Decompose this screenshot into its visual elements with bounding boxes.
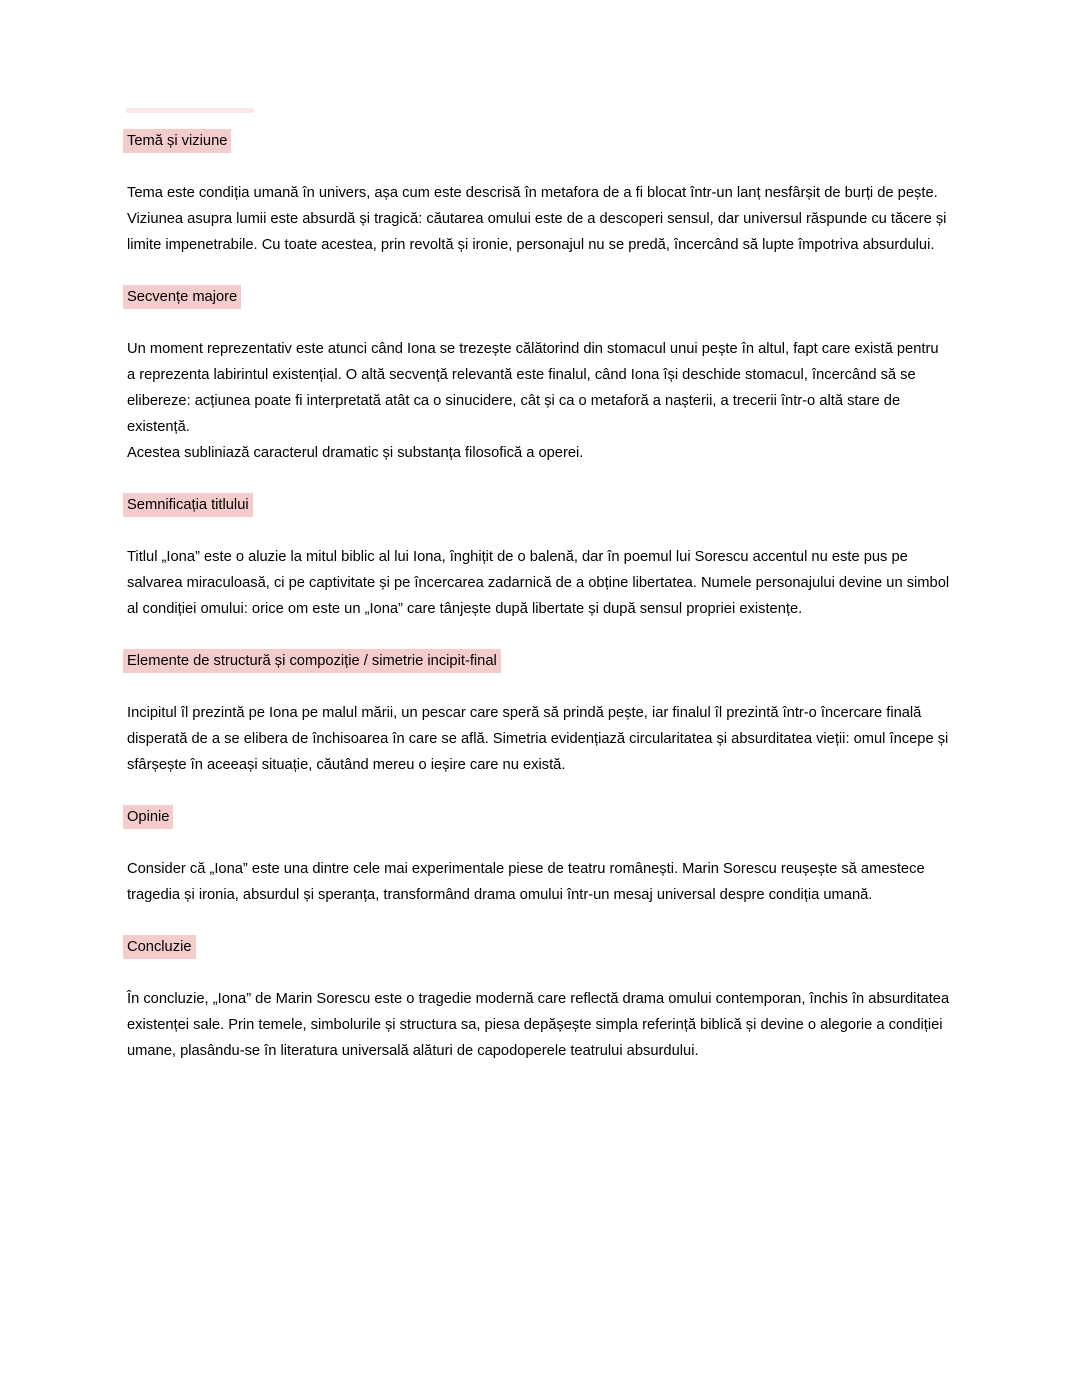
section-heading xyxy=(127,128,950,154)
section-opinie xyxy=(127,804,950,908)
section-heading xyxy=(127,934,950,960)
section-heading xyxy=(127,492,950,518)
section-heading xyxy=(127,284,950,310)
cropped-highlight-remnant xyxy=(126,108,254,113)
section-paragraph: Acestea subliniază caracterul dramatic și substanța filosofică a operei. xyxy=(127,445,584,461)
section-paragraph: În concluzie, „Iona” de Marin Sorescu este o tragedie modernă care reflectă drama omului contemporan, închis în absurditatea existenței sale. Prin temele, simbolurile și structura sa, piesa depășește simpla referință biblică și devine o alegorie a condiției umane, plasându-se în literatura universală alături de capodoperele teatrului absurdului. xyxy=(127,991,950,1059)
document-content xyxy=(127,128,950,1090)
section-heading xyxy=(127,804,950,830)
section-elemente-de-structura xyxy=(127,648,950,778)
section-tema-si-viziune xyxy=(127,128,950,258)
section-paragraph: Un moment reprezentativ este atunci când Iona se trezește călătorind din stomacul unui pește în altul, fapt care există pentru a reprezenta labirintul existențial. O altă secvență relevantă este finalul, când Iona își deschide stomacul, încercând să se elibereze: acțiunea poate fi interpretată atât ca o sinucidere, cât și ca o metaforă a nașterii, a trecerii într-o altă stare de existență. xyxy=(127,341,939,435)
highlighted-heading: Semnificația titlului xyxy=(123,493,253,517)
section-paragraph: Consider că „Iona” este una dintre cele mai experimentale piese de teatru românești. Marin Sorescu reușește să amestece tragedia și ironia, absurdul și speranța, transformând drama omului într-un mesaj universal despre condiția umană. xyxy=(127,861,925,903)
highlighted-heading: Secvențe majore xyxy=(123,285,241,309)
section-concluzie xyxy=(127,934,950,1064)
section-paragraph: Titlul „Iona” este o aluzie la mitul biblic al lui Iona, înghițit de o balenă, dar în poemul lui Sorescu accentul nu este pus pe salvarea miraculoasă, ci pe captivitate și pe încercarea zadarnică de a obține libertatea. Numele personajului devine un simbol al condiției omului: orice om este un „Iona” care tânjește după libertate și după sensul propriei existențe. xyxy=(127,549,950,617)
highlighted-heading: Opinie xyxy=(123,805,173,829)
highlighted-heading: Elemente de structură și compoziție / simetrie incipit-final xyxy=(123,649,501,673)
section-secvente-majore xyxy=(127,284,950,466)
section-paragraph: Tema este condiția umană în univers, așa cum este descrisă în metafora de a fi blocat într-un lanț nesfârșit de burți de pește. Viziunea asupra lumii este absurdă și tragică: căutarea omului este de a descoperi sensul, dar universul răspunde cu tăcere și limite impenetrabile. Cu toate acestea, prin revoltă și ironie, personajul nu se predă, încercând să lupte împotriva absurdului. xyxy=(127,185,947,253)
highlighted-heading: Concluzie xyxy=(123,935,196,959)
section-paragraph: Incipitul îl prezintă pe Iona pe malul mării, un pescar care speră să prindă pește, iar finalul îl prezintă într-o încercare finală disperată de a se elibera de închisoarea în care se află. Simetria evidențiază circularitatea și absurditatea vieții: omul începe și sfârșește în aceeași situație, căutând mereu o ieșire care nu există. xyxy=(127,705,949,773)
section-heading xyxy=(127,648,950,674)
highlighted-heading: Temă și viziune xyxy=(123,129,231,153)
section-semnificatia-titlului xyxy=(127,492,950,622)
